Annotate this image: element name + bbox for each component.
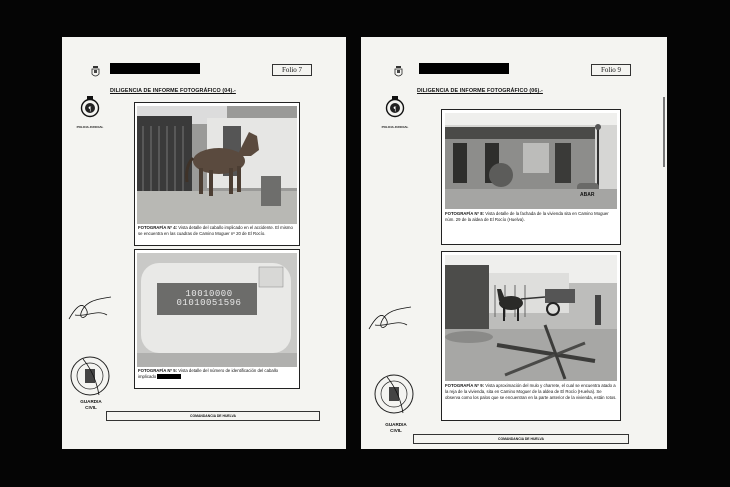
redacted-block [419, 63, 509, 74]
svg-text:¶: ¶ [88, 106, 92, 113]
identification-reader-photo [137, 253, 297, 367]
document-page-folio-9 [361, 37, 667, 449]
folio-number: Folio 9 [591, 64, 631, 76]
photo-8-caption [445, 211, 617, 223]
spain-crest-icon [91, 66, 100, 78]
photo-4-caption-text: Vista detalle del caballo implicado en el accidente. El mismo se encuentra en las cuadras de Camino Moguer nº 20 de El Rocío. [138, 225, 293, 236]
guard-label-2: CIVIL [390, 427, 402, 433]
guardia-civil-label [381, 422, 411, 433]
photo-5-caption [138, 368, 296, 380]
photo-8-caption-text: Vista detalle de la fachada de la vivienda sita en Camino Moguer núm. 29 de la aldea de El Rocío (Huelva). [445, 211, 609, 222]
police-label: POLICIA JUDICIAL [381, 125, 409, 129]
police-judicial-emblem [75, 95, 105, 129]
page-heading: DILIGENCIA DE INFORME FOTOGRÁFICO (06).- [417, 88, 543, 94]
document-page-folio-7 [62, 37, 346, 449]
photo-frame-5 [134, 249, 300, 389]
photo-5-caption-label: FOTOGRAFÍA Nº 5: [138, 368, 178, 373]
guardia-civil-stamp [69, 355, 111, 397]
police-badge-icon [384, 95, 406, 119]
spain-crest-icon [394, 66, 403, 78]
redacted-inline [157, 374, 181, 379]
photo-9-caption-text: Vista aproximación del mulo y charrete, el cual se encuentra atado a la reja de la vivienda, sita en Camino Moguer de la aldea de El Rocío (Huelva). Se observa como los palos que se encuentran en la parte anterior de la vivienda, están rotos. [445, 383, 617, 400]
photo-5-caption-text: Vista detalle del número de identificación del caballo implicado [138, 368, 279, 379]
guardia-civil-label [76, 399, 106, 410]
police-label: POLICIA JUDICIAL [76, 125, 104, 129]
guardia-civil-stamp [373, 373, 415, 415]
signature-mark [67, 295, 115, 325]
page-footer: COMANDANCIA DE HUELVA [413, 434, 629, 444]
guard-label-1: GUARDIA [80, 399, 102, 404]
photo-4-caption [138, 225, 296, 237]
photo-4-caption-label: FOTOGRAFÍA Nº 4: [138, 225, 178, 230]
guard-label-2: CIVIL [85, 404, 97, 410]
svg-text:¶: ¶ [393, 106, 397, 113]
reader-display [161, 290, 257, 308]
barrel-sign: ABAR [580, 192, 595, 198]
photo-frame-8 [441, 109, 621, 245]
photo-frame-4 [134, 102, 300, 246]
scrollbar[interactable] [663, 97, 665, 167]
photo-9-caption-label: FOTOGRAFÍA Nº 9: [445, 383, 485, 388]
display-line-2: 01010051596 [176, 298, 242, 308]
page-heading: DILIGENCIA DE INFORME FOTOGRÁFICO (04).- [110, 88, 236, 94]
police-badge-icon [79, 95, 101, 119]
photo-8-caption-label: FOTOGRAFÍA Nº 8: [445, 211, 485, 216]
horse-stable-photo [137, 106, 297, 224]
guard-label-1: GUARDIA [385, 422, 407, 427]
redacted-block [110, 63, 200, 74]
page-footer: COMANDANCIA DE HUELVA [106, 411, 320, 421]
photo-9-caption [445, 383, 617, 401]
police-judicial-emblem [380, 95, 410, 129]
display-line-1: 10010000 [185, 289, 233, 299]
signature-mark [367, 305, 415, 335]
mule-and-cart-photo [445, 255, 617, 381]
folio-number: Folio 7 [272, 64, 312, 76]
photo-frame-9 [441, 251, 621, 421]
